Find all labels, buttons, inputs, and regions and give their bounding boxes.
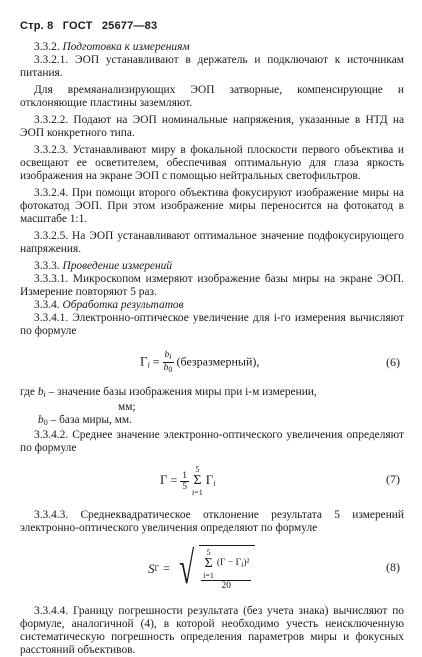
paragraph-3-3-4-1: 3.3.4.1. Электронно-оптическое увеличение для i-го измерения вычисляют по формуле bbox=[20, 312, 404, 337]
paragraph-3-3-4-2: 3.3.4.2. Среднее значение электронно-оптического увеличения определяют по формуле bbox=[20, 429, 404, 454]
formula-6-definitions: где $b_i$ – значение базы изображения миры при i-м измерении, мм; $b_0$ – база миры, мм. bbox=[20, 386, 317, 427]
formula-number-7: (7) bbox=[386, 472, 400, 486]
standard-number: 25677—83 bbox=[101, 20, 158, 32]
paragraph-3-3-2-1: 3.3.2.1. ЭОП устанавливают в держатель и подключают к источникам питания. bbox=[20, 54, 404, 79]
section-heading-3-3-4: 3.3.4. Обработка результатов bbox=[34, 299, 184, 311]
fraction: $\frac{b_i}{b_0}$ bbox=[163, 350, 173, 374]
formula-number-6: (6) bbox=[386, 355, 400, 369]
paragraph-3-3-3-1: 3.3.3.1. Микроскопом измеряют изображение базы миры на экране ЭОП. Измерение повторяют 5 раз. bbox=[20, 273, 404, 298]
standard-name: ГОСТ bbox=[62, 20, 93, 32]
paragraph-3-3-2-3: 3.3.2.3. Устанавливают миру в фокальной плоскости первого объектива и освещают ее осветителем, обеспечивая оптимальную для глаза яркость изображения на экране ЭОП с помощью нейтральных светофильтров. bbox=[20, 144, 404, 182]
summation-sign: 5 Σ i=1 bbox=[192, 465, 203, 497]
section-heading-3-3-3: 3.3.3. Проведение измерений bbox=[34, 260, 173, 272]
paragraph-3-3-2-4: 3.3.2.4. При помощи второго объектива фокусируют изображение миры на фотокатод ЭОП. При этом изображение миры переносится на фотокатод в масштабе 1:1. bbox=[20, 187, 404, 225]
formula-7: Γ = $\frac{1}{5}$ 5 Σ i=1 $\Gamma_i$ (7) bbox=[160, 465, 400, 497]
paragraph-3-3-4-4: 3.3.4.4. Границу погрешности результата (без учета знака) вычисляют по формуле, аналогичной (4), в которой необходимо учесть неисключенную систематическую погрешность определения параметров миры и фокусных расстояний объективов. bbox=[20, 605, 404, 656]
square-root: √ 5 Σ i=1 $(\Gamma - \Gamma_i)^2$ 20 bbox=[174, 545, 256, 591]
paragraph-3-3-4-3: 3.3.4.3. Среднеквадратическое отклонение результата 5 измерений электронно-оптического увеличения определяют по формуле bbox=[20, 509, 404, 534]
section-heading-3-3-2: 3.3.2. Подготовка к измерениям bbox=[34, 41, 190, 53]
page-header bbox=[20, 20, 163, 32]
page-number: Стр. 8 bbox=[20, 20, 54, 32]
document-body bbox=[20, 41, 404, 657]
paragraph-3-3-2-1-b: Для времяанализирующих ЭОП затворные, компенсирующие и отклоняющие пластины заземляют. bbox=[20, 84, 404, 109]
formula-8: S Γ = √ 5 Σ i=1 $(\Gamma - \Gamma_i)^2$ 20 (8) bbox=[148, 542, 400, 593]
formula-6: $\Gamma_i$ = $\frac{b_i}{b_0}$ (безразмерный), (6) bbox=[140, 350, 400, 374]
paragraph-3-3-2-5: 3.3.2.5. На ЭОП устанавливают оптимальное значение подфокусирующего напряжения. bbox=[20, 230, 404, 255]
paragraph-3-3-2-2: 3.3.2.2. Подают на ЭОП номинальные напряжения, указанные в НТД на ЭОП конкретного типа. bbox=[20, 114, 404, 139]
formula-number-8: (8) bbox=[386, 560, 400, 574]
